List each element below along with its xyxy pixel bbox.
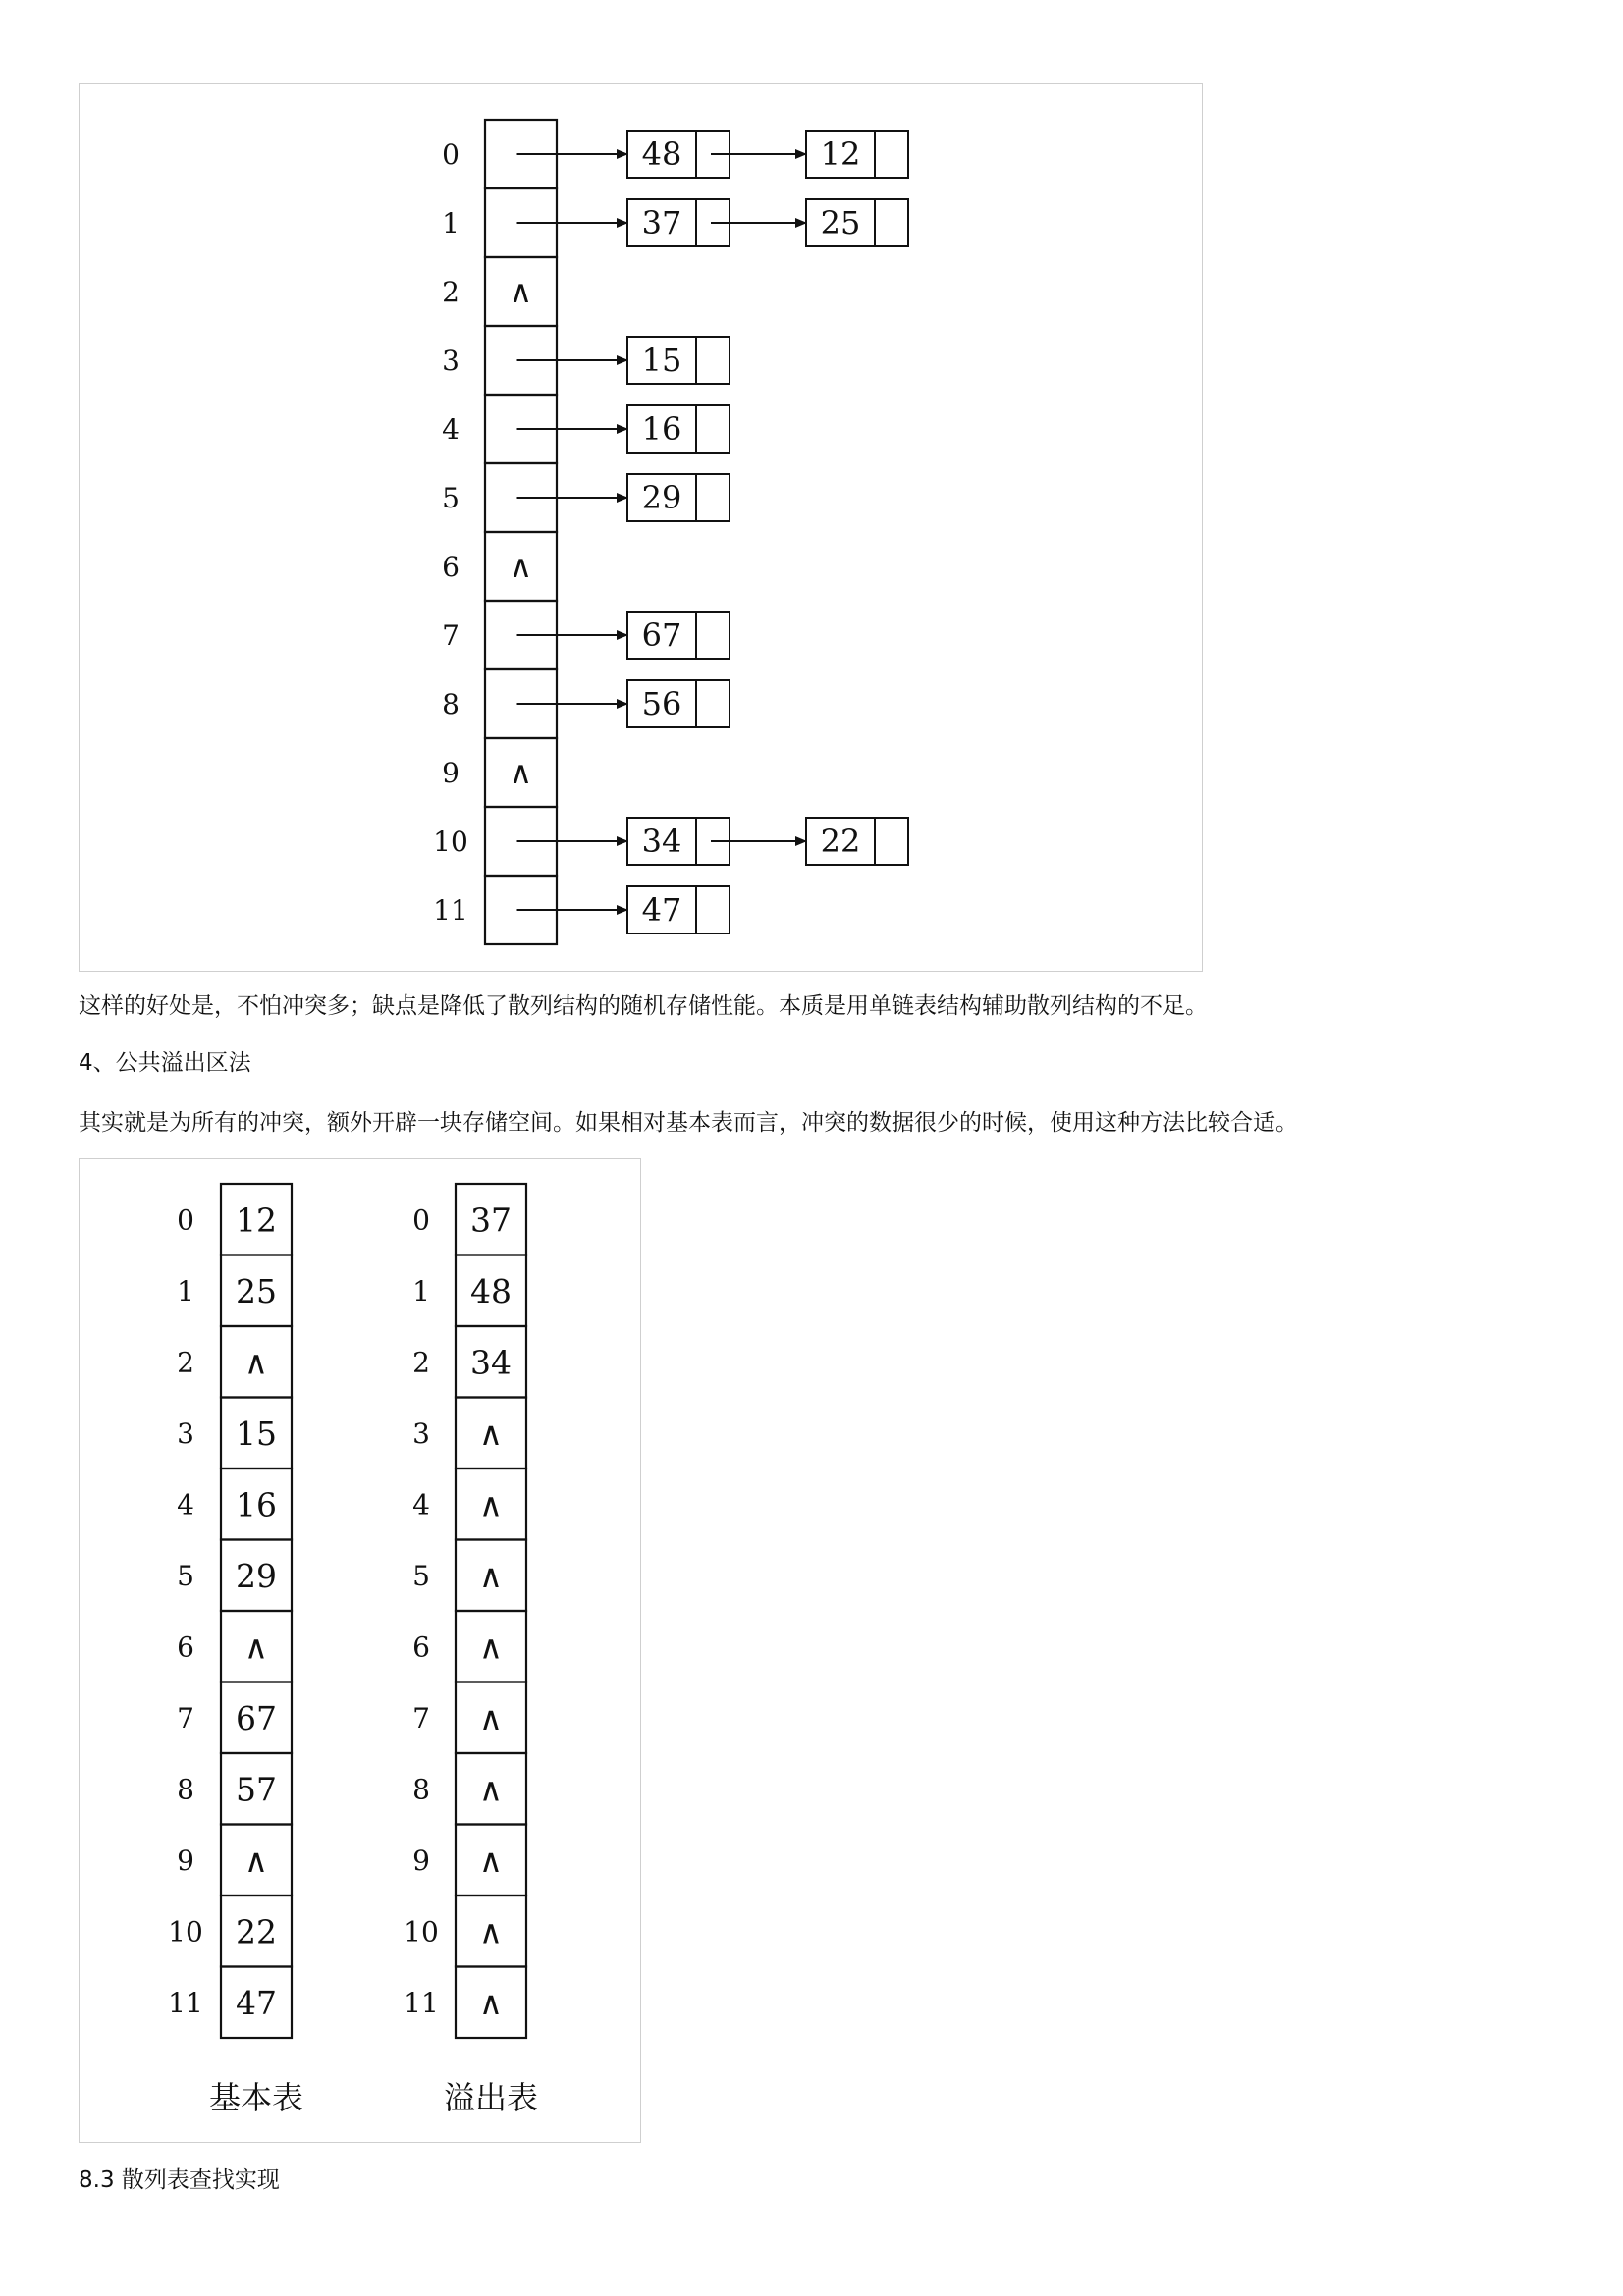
null-marker: ∧ (509, 273, 533, 310)
node-value: 12 (820, 135, 861, 173)
basic-table-value: 47 (236, 1983, 277, 2022)
bucket-index: 5 (442, 482, 460, 514)
overflow-table-index: 10 (404, 1915, 439, 1949)
overflow-table-index: 1 (412, 1274, 430, 1308)
basic-table-index: 10 (168, 1915, 203, 1949)
basic-table-value: ∧ (243, 1343, 269, 1382)
chaining-svg (80, 84, 1204, 973)
basic-table-value: 15 (236, 1414, 277, 1453)
method-heading: 4、公共溢出区法 (79, 1050, 251, 1076)
overflow-table-index: 6 (412, 1630, 430, 1664)
overflow-table-value: ∧ (478, 1912, 504, 1951)
overflow-table-value: 48 (470, 1271, 512, 1310)
overflow-table-index: 8 (412, 1773, 430, 1806)
bucket-index: 1 (442, 207, 460, 240)
overflow-table-index: 9 (412, 1843, 430, 1877)
basic-table-index: 7 (177, 1701, 194, 1735)
bucket-index: 11 (433, 894, 468, 927)
overflow-table-value: 34 (470, 1343, 512, 1382)
overflow-table-value: ∧ (478, 1698, 504, 1737)
node-value: 56 (641, 685, 682, 722)
node-value: 25 (820, 204, 861, 241)
basic-table-index: 8 (177, 1773, 194, 1806)
overflow-table-caption: 溢出表 (443, 2079, 539, 2116)
null-marker: ∧ (509, 548, 533, 585)
basic-table-index: 6 (177, 1630, 194, 1664)
overflow-area-diagram (79, 1158, 641, 2143)
bucket-index: 8 (442, 688, 460, 721)
node-value: 16 (641, 410, 682, 448)
node-value: 29 (641, 479, 682, 516)
overflow-table-value: ∧ (478, 1628, 504, 1667)
overflow-table-index: 7 (412, 1701, 430, 1735)
bucket-index: 9 (442, 757, 460, 789)
overflow-table-value: 37 (470, 1201, 512, 1240)
overflow-table-index: 0 (412, 1203, 430, 1237)
null-marker: ∧ (509, 754, 533, 791)
basic-table-value: ∧ (243, 1628, 269, 1667)
overflow-table-index: 3 (412, 1416, 430, 1450)
overflow-table-value: ∧ (478, 1983, 504, 2022)
node-value: 37 (641, 204, 682, 241)
node-value: 67 (641, 616, 682, 654)
basic-table-index: 9 (177, 1843, 194, 1877)
overflow-table-value: ∧ (478, 1556, 504, 1595)
basic-table-index: 2 (177, 1346, 194, 1379)
basic-table-value: ∧ (243, 1841, 269, 1880)
basic-table-caption: 基本表 (208, 2079, 304, 2116)
overflow-table-value: ∧ (478, 1414, 504, 1453)
basic-table-index: 0 (177, 1203, 194, 1237)
basic-table-value: 12 (236, 1201, 277, 1240)
node-value: 34 (641, 823, 682, 860)
basic-table-value: 22 (236, 1912, 277, 1951)
basic-table-value: 29 (236, 1556, 277, 1595)
overflow-svg (80, 1159, 642, 2144)
basic-table-value: 67 (236, 1698, 277, 1737)
basic-table-index: 5 (177, 1559, 194, 1592)
basic-table-index: 3 (177, 1416, 194, 1450)
bucket-index: 4 (442, 413, 460, 446)
overflow-table-index: 11 (404, 1986, 439, 2019)
explanation-paragraph: 其实就是为所有的冲突，额外开辟一块存储空间。如果相对基本表而言，冲突的数据很少的时候，使用这种方法比较合适。 (79, 1110, 1298, 1136)
node-value: 22 (820, 823, 861, 860)
overflow-table-index: 4 (412, 1488, 430, 1522)
basic-table-index: 11 (168, 1986, 203, 2019)
overflow-table-index: 2 (412, 1346, 430, 1379)
bucket-index: 10 (433, 826, 468, 858)
separate-chaining-diagram (79, 83, 1203, 972)
basic-table-value: 25 (236, 1271, 277, 1310)
bucket-index: 7 (442, 619, 460, 652)
basic-table-value: 16 (236, 1485, 277, 1524)
node-value: 15 (641, 342, 682, 379)
basic-table-value: 57 (236, 1770, 277, 1809)
node-value: 48 (641, 135, 682, 173)
bucket-index: 6 (442, 551, 460, 583)
overflow-table-value: ∧ (478, 1485, 504, 1524)
bucket-index: 2 (442, 276, 460, 308)
node-value: 47 (641, 891, 682, 929)
advantage-paragraph: 这样的好处是，不怕冲突多；缺点是降低了散列结构的随机存储性能。本质是用单链表结构辅助散列结构的不足。 (79, 993, 1208, 1019)
basic-table-index: 4 (177, 1488, 194, 1522)
section-heading: 8.3 散列表查找实现 (79, 2167, 280, 2193)
overflow-table-value: ∧ (478, 1770, 504, 1809)
basic-table-index: 1 (177, 1274, 194, 1308)
bucket-index: 0 (442, 138, 460, 171)
overflow-table-index: 5 (412, 1559, 430, 1592)
bucket-index: 3 (442, 345, 460, 377)
overflow-table-value: ∧ (478, 1841, 504, 1880)
